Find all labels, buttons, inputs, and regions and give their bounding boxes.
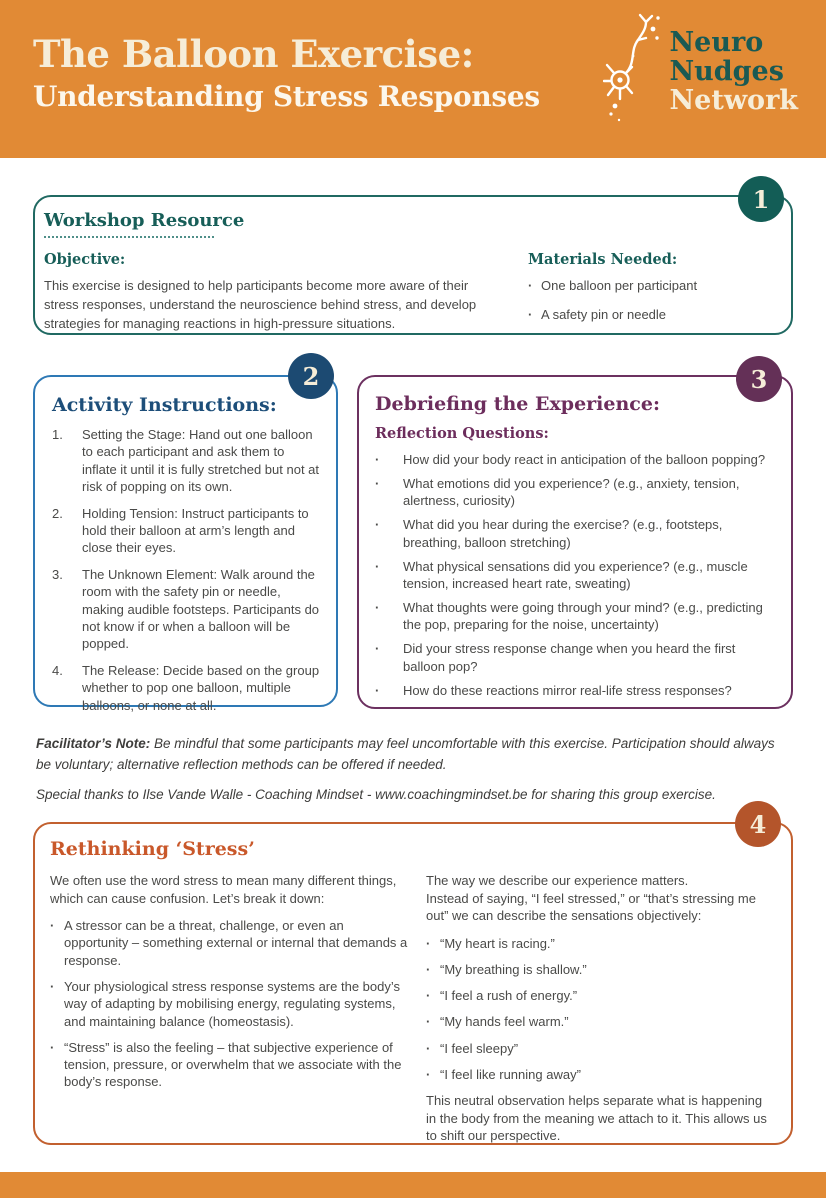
- brand-wordmark: [669, 29, 798, 116]
- question-item: · What thoughts were going through your mind? (e.g., predicting the pop, preparing for the noise, uncertainty): [375, 599, 775, 633]
- header-banner: [0, 0, 826, 158]
- step-item: The Release: Decide based on the group whether to pop one balloon, multiple balloons, or none at all.: [82, 662, 320, 713]
- rethinking-left-list: [50, 917, 408, 1091]
- reflection-questions-list: [375, 451, 775, 699]
- facilitator-note: [36, 734, 793, 776]
- section-debriefing: [357, 364, 793, 709]
- brand-word-neuro: Neuro: [669, 27, 764, 59]
- section-number-badge-1: 1: [738, 176, 784, 222]
- list-item: · “My hands feel warm.”: [426, 1013, 775, 1030]
- brand-word-network: Network: [669, 84, 798, 116]
- question-item: · How do these reactions mirror real-life stress responses?: [375, 682, 775, 699]
- question-item: · What did you hear during the exercise? (e.g., footsteps, breathing, balloon stretching): [375, 516, 775, 550]
- step-item: Holding Tension: Instruct participants to hold their balloon at arm’s length and close their eyes.: [82, 505, 309, 556]
- neuron-icon: [603, 12, 665, 133]
- question-item: · How did your body react in anticipation of the balloon popping?: [375, 451, 775, 468]
- step-item: The Unknown Element: Walk around the room with the safety pin or needle, making audible footsteps. Participants do not know if or when a balloon will be popped.: [82, 566, 320, 652]
- question-item: · What physical sensations did you experience? (e.g., muscle tension, increased heart rate, sweating): [375, 558, 775, 592]
- credit-note: Special thanks to Ilse Vande Walle - Coaching Mindset - www.coachingmindset.be for sharing this group exercise.: [36, 786, 716, 802]
- facilitator-notes: [36, 734, 793, 815]
- question-item: · What emotions did you experience? (e.g., anxiety, tension, alertness, curiosity): [375, 475, 775, 509]
- section-number-badge-2: 2: [288, 353, 334, 399]
- section-workshop-resource: [33, 184, 793, 335]
- list-item: · “My breathing is shallow.”: [426, 961, 775, 978]
- step-item: Setting the Stage: Hand out one balloon to each participant and ask them to inflate it until it is fully stretched but not at risk of popping on its own.: [82, 427, 320, 495]
- facilitator-note-text: Be mindful that some participants may feel uncomfortable with this exercise. Participation should always be voluntary; alternative reflection methods can be offered if needed.: [36, 736, 775, 772]
- debriefing-title: Debriefing the Experience:: [375, 393, 660, 415]
- workshop-resource-title: Workshop Resource: [44, 210, 245, 231]
- activity-instructions-title: Activity Instructions:: [52, 394, 277, 416]
- list-item: · A stressor can be a threat, challenge, or even an opportunity – something external or internal that demands a response.: [50, 917, 408, 969]
- document-subtitle: Understanding Stress Responses: [33, 79, 540, 113]
- facilitator-note-label: Facilitator’s Note:: [36, 736, 151, 751]
- section-activity-instructions: [33, 361, 338, 713]
- question-item: · Did your stress response change when you heard the first balloon pop?: [375, 640, 775, 674]
- section-rethinking-stress: [33, 809, 793, 1145]
- list-item: · “Stress” is also the feeling – that subjective experience of tension, pressure, or overwhelm that we associate with the body’s response.: [50, 1039, 408, 1091]
- activity-steps-list: [52, 426, 322, 714]
- materials-list: [528, 277, 773, 323]
- rethinking-right-intro-line1: The way we describe our experience matters.: [426, 873, 689, 888]
- rethinking-right-intro-line2: Instead of saying, “I feel stressed,” or “that’s stressing me out” we can describe the sensations objectively:: [426, 890, 756, 924]
- list-item: · “My heart is racing.”: [426, 935, 775, 952]
- section-number-badge-4: 4: [735, 801, 781, 847]
- header-titles: [33, 33, 540, 113]
- rethinking-right-list: [426, 935, 775, 1084]
- materials-heading: Materials Needed:: [528, 251, 678, 268]
- objective-text: This exercise is designed to help participants become more aware of their stress responses, understand the neuroscience behind stress, and develop strategies for managing reactions in high-pressure situations.: [44, 278, 477, 331]
- brand-word-nudges: Nudges: [669, 56, 784, 88]
- list-item: · “I feel sleepy”: [426, 1040, 775, 1057]
- rethinking-right-outro: This neutral observation helps separate what is happening in the body from the meaning we attach to it. This allows us to shift our perspective.: [426, 1093, 767, 1144]
- list-item: · “I feel a rush of energy.”: [426, 987, 775, 1004]
- list-item: · “I feel like running away”: [426, 1066, 775, 1083]
- list-item: · Your physiological stress response systems are the body’s way of adapting by mobilising energy, regulating systems, and maintaining balance (homeostasis).: [50, 978, 408, 1030]
- section-number-badge-3: 3: [736, 356, 782, 402]
- list-item: · A safety pin or needle: [528, 306, 773, 324]
- rethinking-left-intro: We often use the word stress to mean many different things, which can cause confusion. Let’s break it down:: [50, 873, 397, 906]
- rethinking-stress-title: Rethinking ‘Stress’: [50, 838, 255, 860]
- reflection-questions-heading: Reflection Questions:: [375, 425, 549, 442]
- footer-banner: [0, 1172, 826, 1198]
- brand-logo: [603, 12, 798, 133]
- dotted-underline: [44, 236, 214, 238]
- document-title: The Balloon Exercise:: [33, 32, 474, 76]
- objective-heading: Objective:: [44, 251, 126, 268]
- list-item: · One balloon per participant: [528, 277, 773, 295]
